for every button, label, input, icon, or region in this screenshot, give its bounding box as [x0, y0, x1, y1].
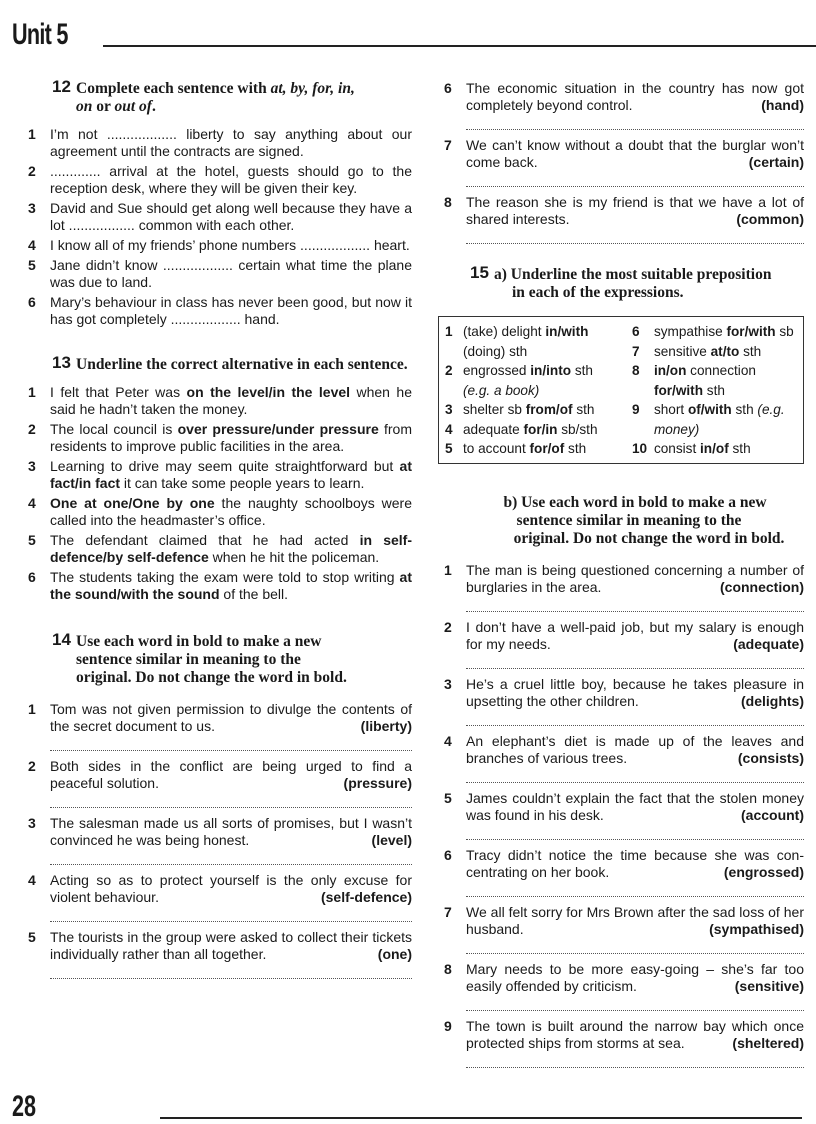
answer-line[interactable] [466, 231, 804, 244]
item-text: sth [731, 402, 758, 417]
list-item [444, 904, 804, 938]
item-number: 1 [28, 126, 36, 142]
list-item [28, 815, 412, 849]
keyword: (sympathised) [709, 920, 804, 937]
item-text: of the bell. [219, 586, 289, 602]
heading-text: original. Do not change the word in bold. [513, 529, 785, 547]
exercise-12-list [28, 126, 412, 328]
item-number: 6 [444, 846, 452, 863]
item-text: to account [463, 441, 530, 456]
item-text: David and Sue should get along well because they have a lot ................. common with each other. [50, 200, 412, 233]
answer-line[interactable] [466, 941, 804, 954]
answer-line[interactable] [466, 174, 804, 187]
exercise-13-list [28, 384, 412, 603]
item-number: 8 [631, 363, 640, 378]
item-number: 2 [28, 163, 36, 179]
item-text: The defendant claimed that he had acted [50, 532, 360, 548]
keyword: (liberty) [360, 718, 412, 734]
item-choice: over pressure/under pressure [177, 421, 379, 437]
item-text: Learning to drive may seem quite straightforward but [50, 458, 400, 474]
item-text: shelter sb [463, 402, 526, 417]
answer-line[interactable] [50, 966, 412, 979]
unit-title: Unit 5 [12, 18, 68, 51]
answer-line[interactable] [50, 738, 412, 751]
item-text: sb/sth [557, 421, 598, 437]
item-text: consist [653, 441, 701, 456]
exercise-number: 13 [52, 353, 71, 372]
item-number: 4 [28, 495, 36, 511]
item-number: 4 [28, 872, 36, 888]
item-number: 3 [28, 815, 36, 831]
box-item [632, 361, 797, 400]
item-text: short [653, 402, 688, 417]
answer-line[interactable] [466, 827, 804, 840]
keyword: (pressure) [343, 775, 412, 791]
keyword: (account) [741, 806, 804, 823]
item-text: The local council is [50, 421, 178, 437]
box-item [445, 361, 632, 400]
item-text: Both sides in the conflict are being urged to find a peaceful solution. [50, 758, 412, 791]
heading-text-or: or [92, 98, 115, 115]
item-text: An elephant’s diet is made up of the leaves and branches of various trees. [466, 732, 804, 766]
item-choice: at fact/in fact [50, 458, 412, 491]
keyword: (certain) [748, 154, 804, 170]
item-number: 3 [28, 458, 36, 474]
item-number: 7 [631, 343, 640, 359]
item-number: 2 [28, 758, 36, 774]
right-column [444, 80, 804, 1075]
left-column [28, 77, 413, 986]
list-item [28, 872, 412, 906]
item-choice: in self-defence/by self-defence [50, 532, 413, 565]
item-choice[interactable]: for/with [726, 324, 776, 339]
keyword: (hand) [761, 97, 804, 113]
item-number: 10 [631, 441, 648, 456]
keyword: (sensitive) [734, 977, 804, 994]
answer-line[interactable] [466, 599, 804, 612]
exercise-13-heading [52, 353, 412, 374]
list-item [28, 384, 412, 418]
list-item [444, 137, 804, 171]
list-item [444, 790, 804, 824]
keyword: (one) [377, 946, 412, 962]
list-item [444, 194, 804, 228]
heading-period: . [151, 98, 156, 115]
item-text: sth [571, 363, 593, 378]
item-number: 4 [444, 732, 452, 749]
exercise-number: 15 [470, 263, 489, 282]
answer-line[interactable] [466, 1055, 804, 1068]
answer-line[interactable] [466, 713, 804, 726]
answer-line[interactable] [466, 884, 804, 897]
item-text: The salesman made us all sorts of promises, but I wasn’t convinced he was being honest. [50, 815, 412, 848]
item-text: Tracy didn’t notice the time because she was con-centrating on her book. [466, 846, 804, 880]
item-example: (e.g. a book) [463, 382, 540, 398]
item-number: 8 [444, 194, 452, 210]
item-number: 7 [444, 137, 452, 153]
answer-line[interactable] [466, 117, 804, 130]
heading-text: original. Do not change the word in bold. [76, 669, 347, 686]
item-example: money) [653, 421, 700, 437]
item-number: 8 [444, 960, 452, 977]
item-text: adequate [463, 421, 524, 437]
box-item [445, 400, 632, 420]
list-item [28, 294, 412, 328]
item-text: ............. arrival at the hotel, guests should go to the reception desk, where they will be given their key. [50, 163, 412, 196]
item-text: from residents to improve public facilities in the area. [50, 421, 412, 454]
answer-line[interactable] [466, 998, 804, 1011]
item-choice[interactable]: in/on [653, 363, 687, 378]
box-item [445, 439, 632, 459]
item-choice[interactable]: for/with [653, 382, 704, 398]
exercise-14-continued-list [444, 80, 804, 244]
item-text: sympathise [653, 324, 727, 339]
item-text: connection [686, 363, 756, 378]
item-text: when he hit the policeman. [208, 549, 380, 565]
list-item [28, 495, 412, 529]
item-text: (doing) sth [463, 343, 528, 359]
keyword: (common) [736, 211, 804, 227]
answer-line[interactable] [50, 795, 412, 808]
item-number: 5 [28, 532, 36, 548]
item-number: 5 [445, 441, 453, 456]
list-item [28, 701, 412, 735]
item-text: sth [703, 382, 725, 398]
heading-option-out-of: out of [114, 98, 152, 115]
answer-line[interactable] [50, 852, 412, 865]
item-choice[interactable]: of/with [687, 402, 732, 417]
item-text: sth [564, 441, 587, 456]
exercise-14-heading [52, 630, 412, 687]
item-number: 4 [28, 237, 36, 253]
item-number: 5 [28, 257, 36, 273]
item-text: sth [728, 441, 751, 456]
item-text: sth [739, 343, 762, 359]
item-text: sensitive [653, 343, 711, 359]
list-item [28, 421, 412, 455]
keyword: (delights) [741, 692, 804, 709]
item-text: sth [572, 402, 595, 417]
item-number: 1 [28, 701, 36, 717]
item-choice[interactable]: for/in [523, 421, 558, 437]
list-item [28, 163, 412, 197]
item-number: 1 [445, 324, 453, 339]
item-text: (take) delight [463, 324, 546, 339]
item-text: Jane didn’t know .................. certain what time the plane was due to land. [50, 257, 412, 290]
list-item [444, 80, 804, 114]
heading-text: Use each word in bold to make a new [76, 633, 322, 650]
item-choice: at the sound/with the sound [50, 569, 412, 602]
box-item [632, 322, 797, 342]
heading-option-on: on [76, 98, 93, 115]
exercise-12-heading [52, 77, 412, 116]
keyword: (connection) [720, 578, 804, 595]
keyword: (consists) [737, 749, 804, 766]
item-text: The man is being questioned concerning a number of burglaries in the area. [466, 561, 804, 595]
item-number: 6 [631, 324, 640, 339]
list-item [444, 847, 804, 881]
item-number: 9 [631, 402, 640, 417]
box-right-column [632, 322, 797, 459]
box-item [632, 400, 797, 439]
box-item [445, 420, 632, 440]
list-item [28, 569, 412, 603]
exercise-15b-list [444, 562, 804, 1068]
item-number: 5 [444, 789, 452, 806]
item-text: sb [775, 324, 794, 339]
item-choice[interactable]: from/of [525, 402, 573, 417]
list-item [444, 733, 804, 767]
item-text: He’s a cruel little boy, because he takes pleasure in upsetting the other children. [466, 675, 804, 709]
item-number: 4 [445, 421, 453, 437]
heading-text: b) Use each word in bold to make a new [503, 493, 767, 511]
item-number: 6 [28, 569, 36, 585]
item-text: Mary’s behaviour in class has never been good, but now it has got completely .................. hand. [50, 294, 412, 327]
item-text: it can take some people years to learn. [120, 475, 365, 491]
item-number: 9 [444, 1017, 452, 1034]
heading-text: sentence similar in meaning to the [76, 651, 301, 668]
exercise-14-list [28, 701, 412, 979]
box-item [445, 322, 632, 361]
heading-options: at, by, for, in, [270, 80, 355, 97]
item-number: 7 [444, 903, 452, 920]
box-item [632, 439, 797, 459]
list-item [28, 458, 412, 492]
heading-text: Underline the correct alternative in each sentence. [76, 356, 408, 373]
item-number: 2 [445, 363, 453, 378]
list-item [28, 237, 412, 254]
exercise-15-heading [470, 263, 804, 302]
item-choice[interactable]: for/of [529, 441, 565, 456]
list-item [444, 961, 804, 995]
item-text: We can’t know without a doubt that the burglar won’t come back. [466, 137, 804, 170]
item-choice: One at one/One by one [50, 495, 215, 511]
item-text: We all felt sorry for Mrs Brown after the sad loss of her husband. [466, 903, 804, 937]
heading-text: in each of the expressions. [512, 284, 684, 301]
item-choice[interactable]: in/with [545, 324, 589, 339]
item-text: Tom was not given permission to divulge the contents of the secret document to us. [50, 701, 412, 734]
heading-text: sentence similar in meaning to the [516, 511, 742, 529]
item-text: Acting so as to protect yourself is the only excuse for violent behaviour. [50, 872, 412, 905]
list-item [28, 758, 412, 792]
item-text: I know all of my friends’ phone numbers .................. heart. [50, 237, 410, 253]
keyword: (engrossed) [723, 863, 804, 880]
box-item [632, 342, 797, 362]
item-text: The economic situation in the country has now got completely beyond control. [466, 80, 804, 113]
list-item [444, 562, 804, 596]
exercise-number: 14 [52, 630, 71, 649]
item-text: The students taking the exam were told to stop writing [50, 569, 400, 585]
item-text: The town is built around the narrow bay which once protected ships from storms at sea. [466, 1017, 804, 1051]
item-number: 6 [28, 294, 36, 310]
exercise-number: 12 [52, 77, 71, 96]
keyword: (sheltered) [732, 1034, 804, 1051]
item-text: when he said he hadn’t taken the money. [50, 384, 412, 417]
item-number: 1 [28, 384, 36, 400]
item-number: 3 [445, 402, 453, 417]
item-text: the naughty schoolboys were called into the headmaster’s office. [50, 495, 412, 528]
page-number: 28 [12, 1090, 37, 1123]
item-number: 2 [444, 618, 452, 635]
item-text: James couldn’t explain the fact that the stolen money was found in his desk. [466, 789, 804, 823]
header-rule [103, 45, 816, 47]
item-text: The tourists in the group were asked to collect their tickets individually rather than all together. [50, 929, 412, 962]
item-example: (e.g. [757, 402, 785, 417]
keyword: (self-defence) [320, 889, 412, 905]
footer-rule [160, 1117, 802, 1119]
answer-line[interactable] [466, 770, 804, 783]
answer-line[interactable] [466, 656, 804, 669]
list-item [444, 619, 804, 653]
item-text: Mary needs to be more easy-going – she’s far too easily offended by criticism. [466, 960, 804, 994]
item-choice: on the level/in the level [186, 384, 351, 400]
item-number: 3 [444, 675, 452, 692]
list-item [28, 532, 412, 566]
list-item [28, 200, 412, 234]
item-text: I’m not .................. liberty to say anything about our agreement until the contracts are signed. [50, 126, 412, 159]
item-text: I don’t have a well-paid job, but my salary is enough for my needs. [466, 618, 804, 652]
item-number: 5 [28, 929, 36, 945]
heading-text: Complete each sentence with [76, 80, 271, 97]
list-item [444, 1018, 804, 1052]
item-choice[interactable]: at/to [710, 343, 740, 359]
item-number: 3 [28, 200, 36, 216]
item-choice[interactable]: in/of [700, 441, 729, 456]
keyword: (adequate) [733, 635, 804, 652]
exercise-15b-heading [444, 494, 804, 548]
item-text: engrossed [463, 363, 531, 378]
item-number: 2 [28, 421, 36, 437]
list-item [28, 126, 412, 160]
box-left-column [445, 322, 632, 459]
item-number: 1 [444, 561, 452, 578]
list-item [444, 676, 804, 710]
keyword: (level) [371, 832, 412, 848]
list-item [28, 929, 412, 963]
heading-text: a) Underline the most suitable preposition [494, 266, 772, 283]
answer-line[interactable] [50, 909, 412, 922]
list-item [28, 257, 412, 291]
prepositions-box [438, 316, 804, 464]
item-number: 6 [444, 80, 452, 96]
item-choice[interactable]: in/into [530, 363, 572, 378]
item-text: I felt that Peter was [50, 384, 187, 400]
item-text: The reason she is my friend is that we have a lot of shared interests. [466, 194, 804, 227]
